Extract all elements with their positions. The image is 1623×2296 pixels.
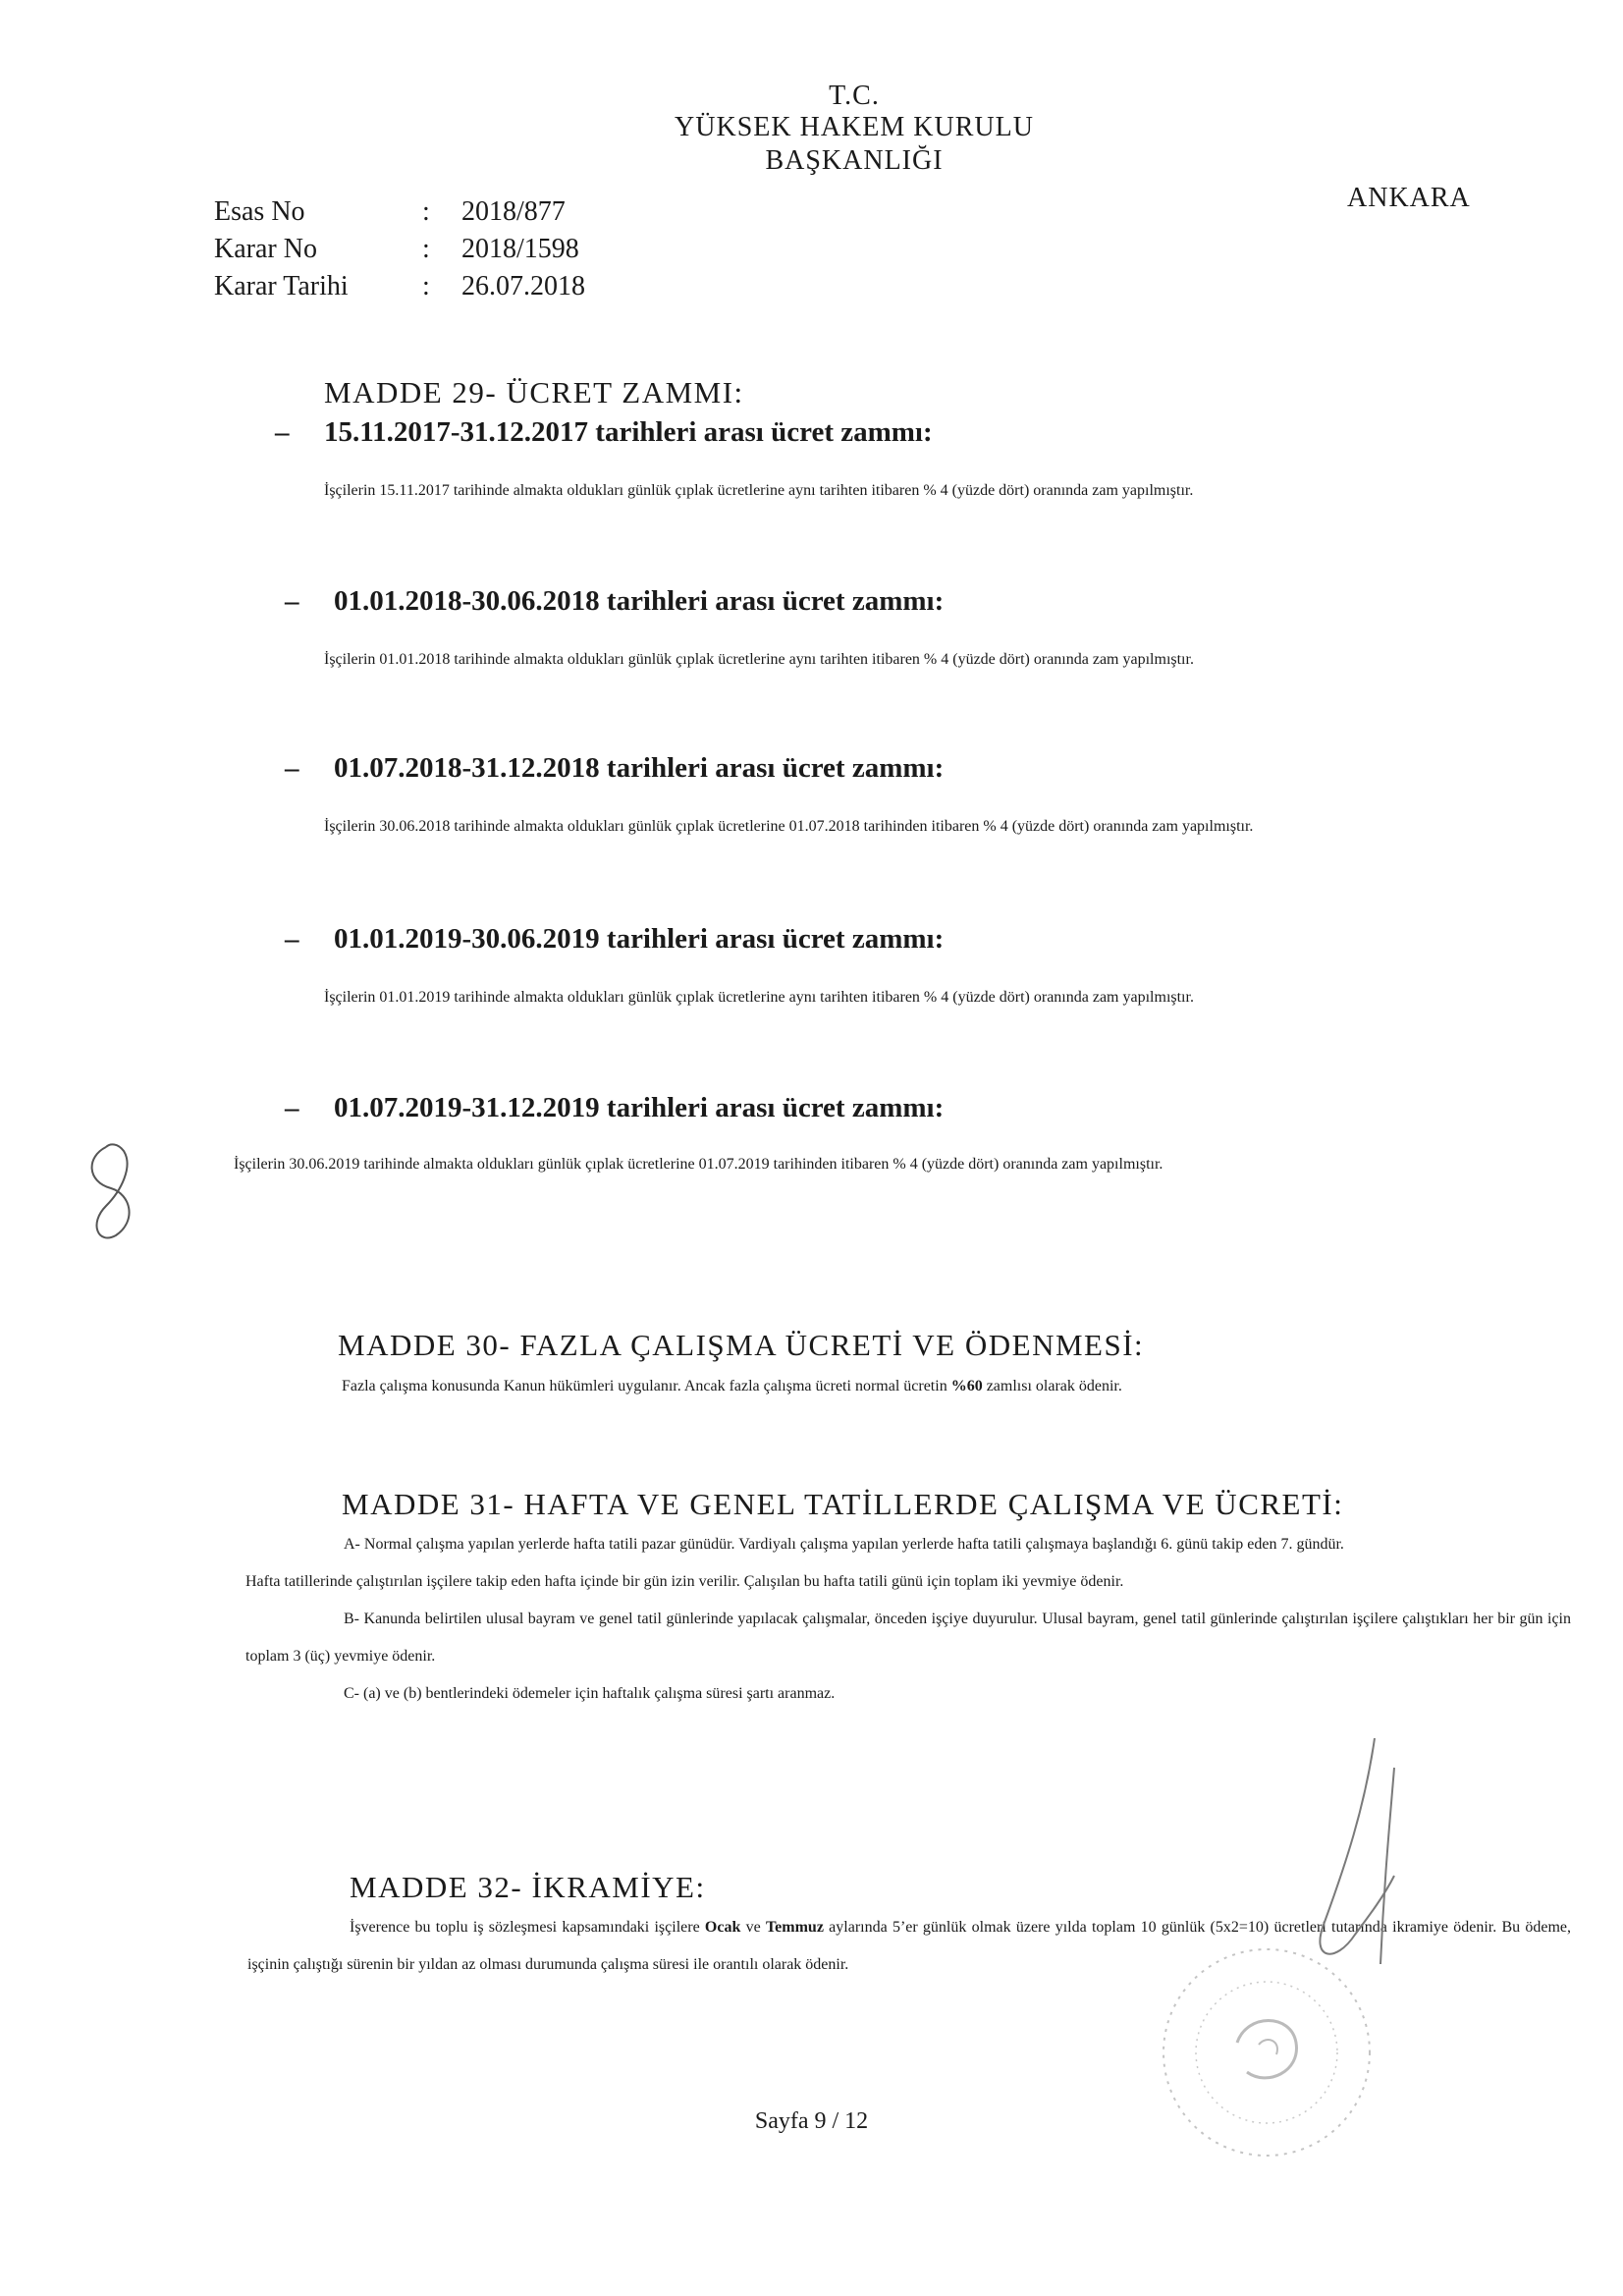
item-text: İşçilerin 30.06.2018 tarihinde almakta oldukları günlük çıplak ücretlerine 01.07.2018 tarihinden itibaren % 4 (yüzde dört) oranında zam yapılmıştır. [324, 818, 1254, 835]
madde-30 [240, 1328, 1571, 1406]
madde-31-b: B- Kanunda belirtilen ulusal bayram ve genel tatil günlerinde yapılacak çalışmalar, önceden işçiye duyurulur. Ulusal bayram, genel tatil günlerinde çalıştırılan işçilere çalıştıkları her bir gün için toplam 3 (üç) yevmiye ödenir. [245, 1611, 1571, 1665]
item-heading [285, 585, 1571, 618]
madde-29-item-4 [285, 923, 1571, 1026]
page-number: Sayfa 9 / 12 [754, 2108, 869, 2134]
dash: – [275, 416, 290, 448]
item-heading [285, 752, 1571, 785]
item-heading-text: 15.11.2017-31.12.2017 tarihleri arası ücret zammı: [324, 416, 933, 448]
item-heading [275, 416, 1571, 449]
madde-29-item-2 [285, 585, 1571, 688]
meta-label: Karar Tarihi [214, 271, 349, 301]
dash: – [285, 923, 299, 955]
madde-31-a2: Hafta tatillerinde çalıştırılan işçilere takip eden hafta içinde bir gün izin verilir. Çalışılan bu hafta tatili günü için toplam iki yevmiye ödenir. [245, 1573, 1124, 1590]
meta-separator: : [422, 234, 430, 264]
official-stamp-icon [1100, 1728, 1424, 2180]
madde-30-rate: %60 [950, 1378, 983, 1394]
case-meta [214, 196, 585, 308]
handwritten-mark-icon [77, 1137, 155, 1255]
madde-29-title: MADDE 29- ÜCRET ZAMMI: [324, 375, 744, 410]
madde-29-item-1 [275, 416, 1571, 519]
madde-30-title: MADDE 30- FAZLA ÇALIŞMA ÜCRETİ VE ÖDENMESİ: [338, 1328, 1145, 1362]
meta-value: 26.07.2018 [461, 271, 585, 301]
madde-30-text-end: zamlısı olarak ödenir. [982, 1378, 1122, 1394]
item-text: İşçilerin 15.11.2017 tarihinde almakta oldukları günlük çıplak ücretlerine aynı tarihten itibaren % 4 (yüzde dört) oranında zam yapılmıştır. [324, 482, 1194, 499]
dash: – [285, 752, 299, 784]
madde-32-text-3: aylarında 5’er günlük olmak üzere yılda toplam 10 günlük (5x2=10) ücretleri tutarında ikramiye ödenir. Bu ödeme, işçinin çalıştığı sürenin bir yıldan az olması durumunda çalışma süresi ile orantılı olarak ödenir. [247, 1919, 1572, 1973]
dash: – [285, 1092, 299, 1123]
madde-31-title: MADDE 31- HAFTA VE GENEL TATİLLERDE ÇALIŞMA VE ÜCRETİ: [342, 1487, 1344, 1521]
meta-label: Esas No [214, 196, 305, 227]
madde-29-item-5 [234, 1092, 1571, 1193]
item-text: İşçilerin 01.01.2019 tarihinde almakta oldukları günlük çıplak ücretlerine aynı tarihten itibaren % 4 (yüzde dört) oranında zam yapılmıştır. [324, 989, 1194, 1006]
meta-separator: : [422, 196, 430, 227]
madde-29-item-3 [285, 752, 1571, 855]
dash: – [285, 585, 299, 617]
item-heading-text: 01.01.2018-30.06.2018 tarihleri arası ücret zammı: [334, 585, 945, 617]
meta-row-karar-no [214, 234, 585, 271]
item-heading [285, 923, 1571, 956]
madde-30-text [240, 1367, 1571, 1406]
madde-32-text-2: ve [740, 1919, 766, 1936]
meta-separator: : [422, 271, 430, 301]
madde-29 [324, 375, 1571, 410]
item-text: İşçilerin 01.01.2018 tarihinde almakta oldukları günlük çıplak ücretlerine aynı tarihten itibaren % 4 (yüzde dört) oranında zam yapılmıştır. [324, 651, 1194, 668]
item-text: İşçilerin 30.06.2019 tarihinde almakta oldukları günlük çıplak ücretlerine 01.07.2019 tarihinden itibaren % 4 (yüzde dört) oranında zam yapılmıştır. [234, 1156, 1163, 1173]
madde-32-ocak: Ocak [704, 1919, 741, 1936]
madde-30-text-start: Fazla çalışma konusunda Kanun hükümleri uygulanır. Ancak fazla çalışma ücreti normal ücretin [342, 1378, 951, 1394]
meta-value: 2018/877 [461, 196, 566, 227]
item-heading-text: 01.01.2019-30.06.2019 tarihleri arası ücret zammı: [334, 923, 945, 955]
madde-31-c: C- (a) ve (b) bentlerindeki ödemeler için haftalık çalışma süresi şartı aranmaz. [344, 1685, 836, 1702]
madde-32-text-1: İşverence bu toplu iş sözleşmesi kapsamındaki işçilere [350, 1919, 705, 1936]
madde-31-a1: A- Normal çalışma yapılan yerlerde hafta tatili pazar günüdür. Vardiyalı çalışma yapılan yerlerde hafta tatili çalışmaya başlandığı 6. günü takip eden 7. gündür. [344, 1536, 1344, 1553]
header-department: BAŞKANLIĞI [765, 145, 944, 176]
header-tc: T.C. [829, 81, 880, 111]
meta-label: Karar No [214, 234, 317, 264]
item-heading [285, 1092, 1571, 1124]
meta-value: 2018/1598 [461, 234, 579, 264]
item-heading-text: 01.07.2019-31.12.2019 tarihleri arası ücret zammı: [334, 1092, 945, 1123]
header-organization: YÜKSEK HAKEM KURULU [675, 112, 1034, 142]
meta-row-esas [214, 196, 585, 234]
madde-32-temmuz: Temmuz [765, 1919, 824, 1936]
madde-31 [245, 1487, 1571, 1713]
item-heading-text: 01.07.2018-31.12.2018 tarihleri arası ücret zammı: [334, 752, 945, 784]
madde-32-title: MADDE 32- İKRAMİYE: [350, 1870, 706, 1904]
meta-row-karar-tarihi [214, 271, 585, 308]
header-city: ANKARA [1347, 183, 1471, 213]
